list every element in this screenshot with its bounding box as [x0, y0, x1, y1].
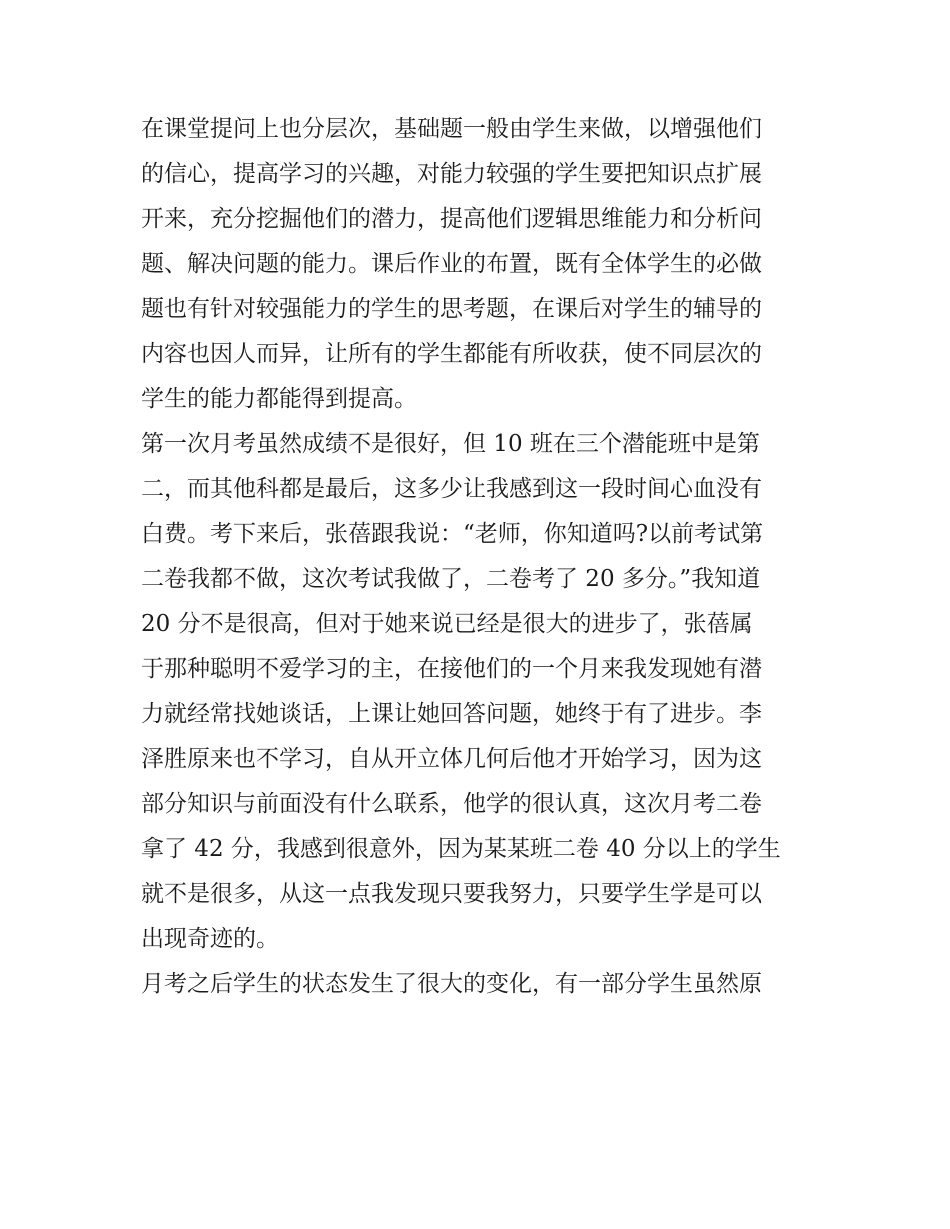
text-line: 白费。考下来后，张蓓跟我说：“老师，你知道吗?以前考试第	[141, 521, 764, 547]
text-line: 拿了 42 分，我感到很意外，因为某某班二卷 40 分以上的学生	[141, 836, 781, 862]
text-line: 二卷我都不做，这次考试我做了，二卷考了 20 多分。”我知道	[141, 566, 761, 592]
text-line: 出现奇迹的。	[141, 926, 279, 952]
text-line: 在课堂提问上也分层次，基础题一般由学生来做，以增强他们	[141, 116, 762, 142]
text-line: 内容也因人而异，让所有的学生都能有所收获，使不同层次的	[141, 341, 762, 367]
text-line: 题也有针对较强能力的学生的思考题，在课后对学生的辅导的	[141, 296, 762, 322]
text-line: 第一次月考虽然成绩不是很好，但 10 班在三个潜能班中是第	[141, 431, 760, 457]
text-line: 题、解决问题的能力。课后作业的布置，既有全体学生的必做	[141, 251, 762, 277]
body-text	[141, 107, 821, 1007]
text-line: 的信心，提高学习的兴趣，对能力较强的学生要把知识点扩展	[141, 161, 762, 187]
text-line: 部分知识与前面没有什么联系，他学的很认真，这次月考二卷	[141, 791, 762, 817]
text-line: 二，而其他科都是最后，这多少让我感到这一段时间心血没有	[141, 476, 762, 502]
text-line: 泽胜原来也不学习，自从开立体几何后他才开始学习，因为这	[141, 746, 762, 772]
text-line: 就不是很多，从这一点我发现只要我努力，只要学生学是可以	[141, 881, 762, 907]
text-line: 于那种聪明不爱学习的主，在接他们的一个月来我发现她有潜	[141, 656, 762, 682]
text-line: 力就经常找她谈话，上课让她回答问题，她终于有了进步。李	[141, 701, 762, 727]
text-line: 20 分不是很高，但对于她来说已经是很大的进步了，张蓓属	[141, 611, 753, 637]
text-line: 月考之后学生的状态发生了很大的变化，有一部分学生虽然原	[141, 971, 762, 997]
text-line: 学生的能力都能得到提高。	[141, 386, 417, 412]
text-line: 开来，充分挖掘他们的潜力，提高他们逻辑思维能力和分析问	[141, 206, 762, 232]
